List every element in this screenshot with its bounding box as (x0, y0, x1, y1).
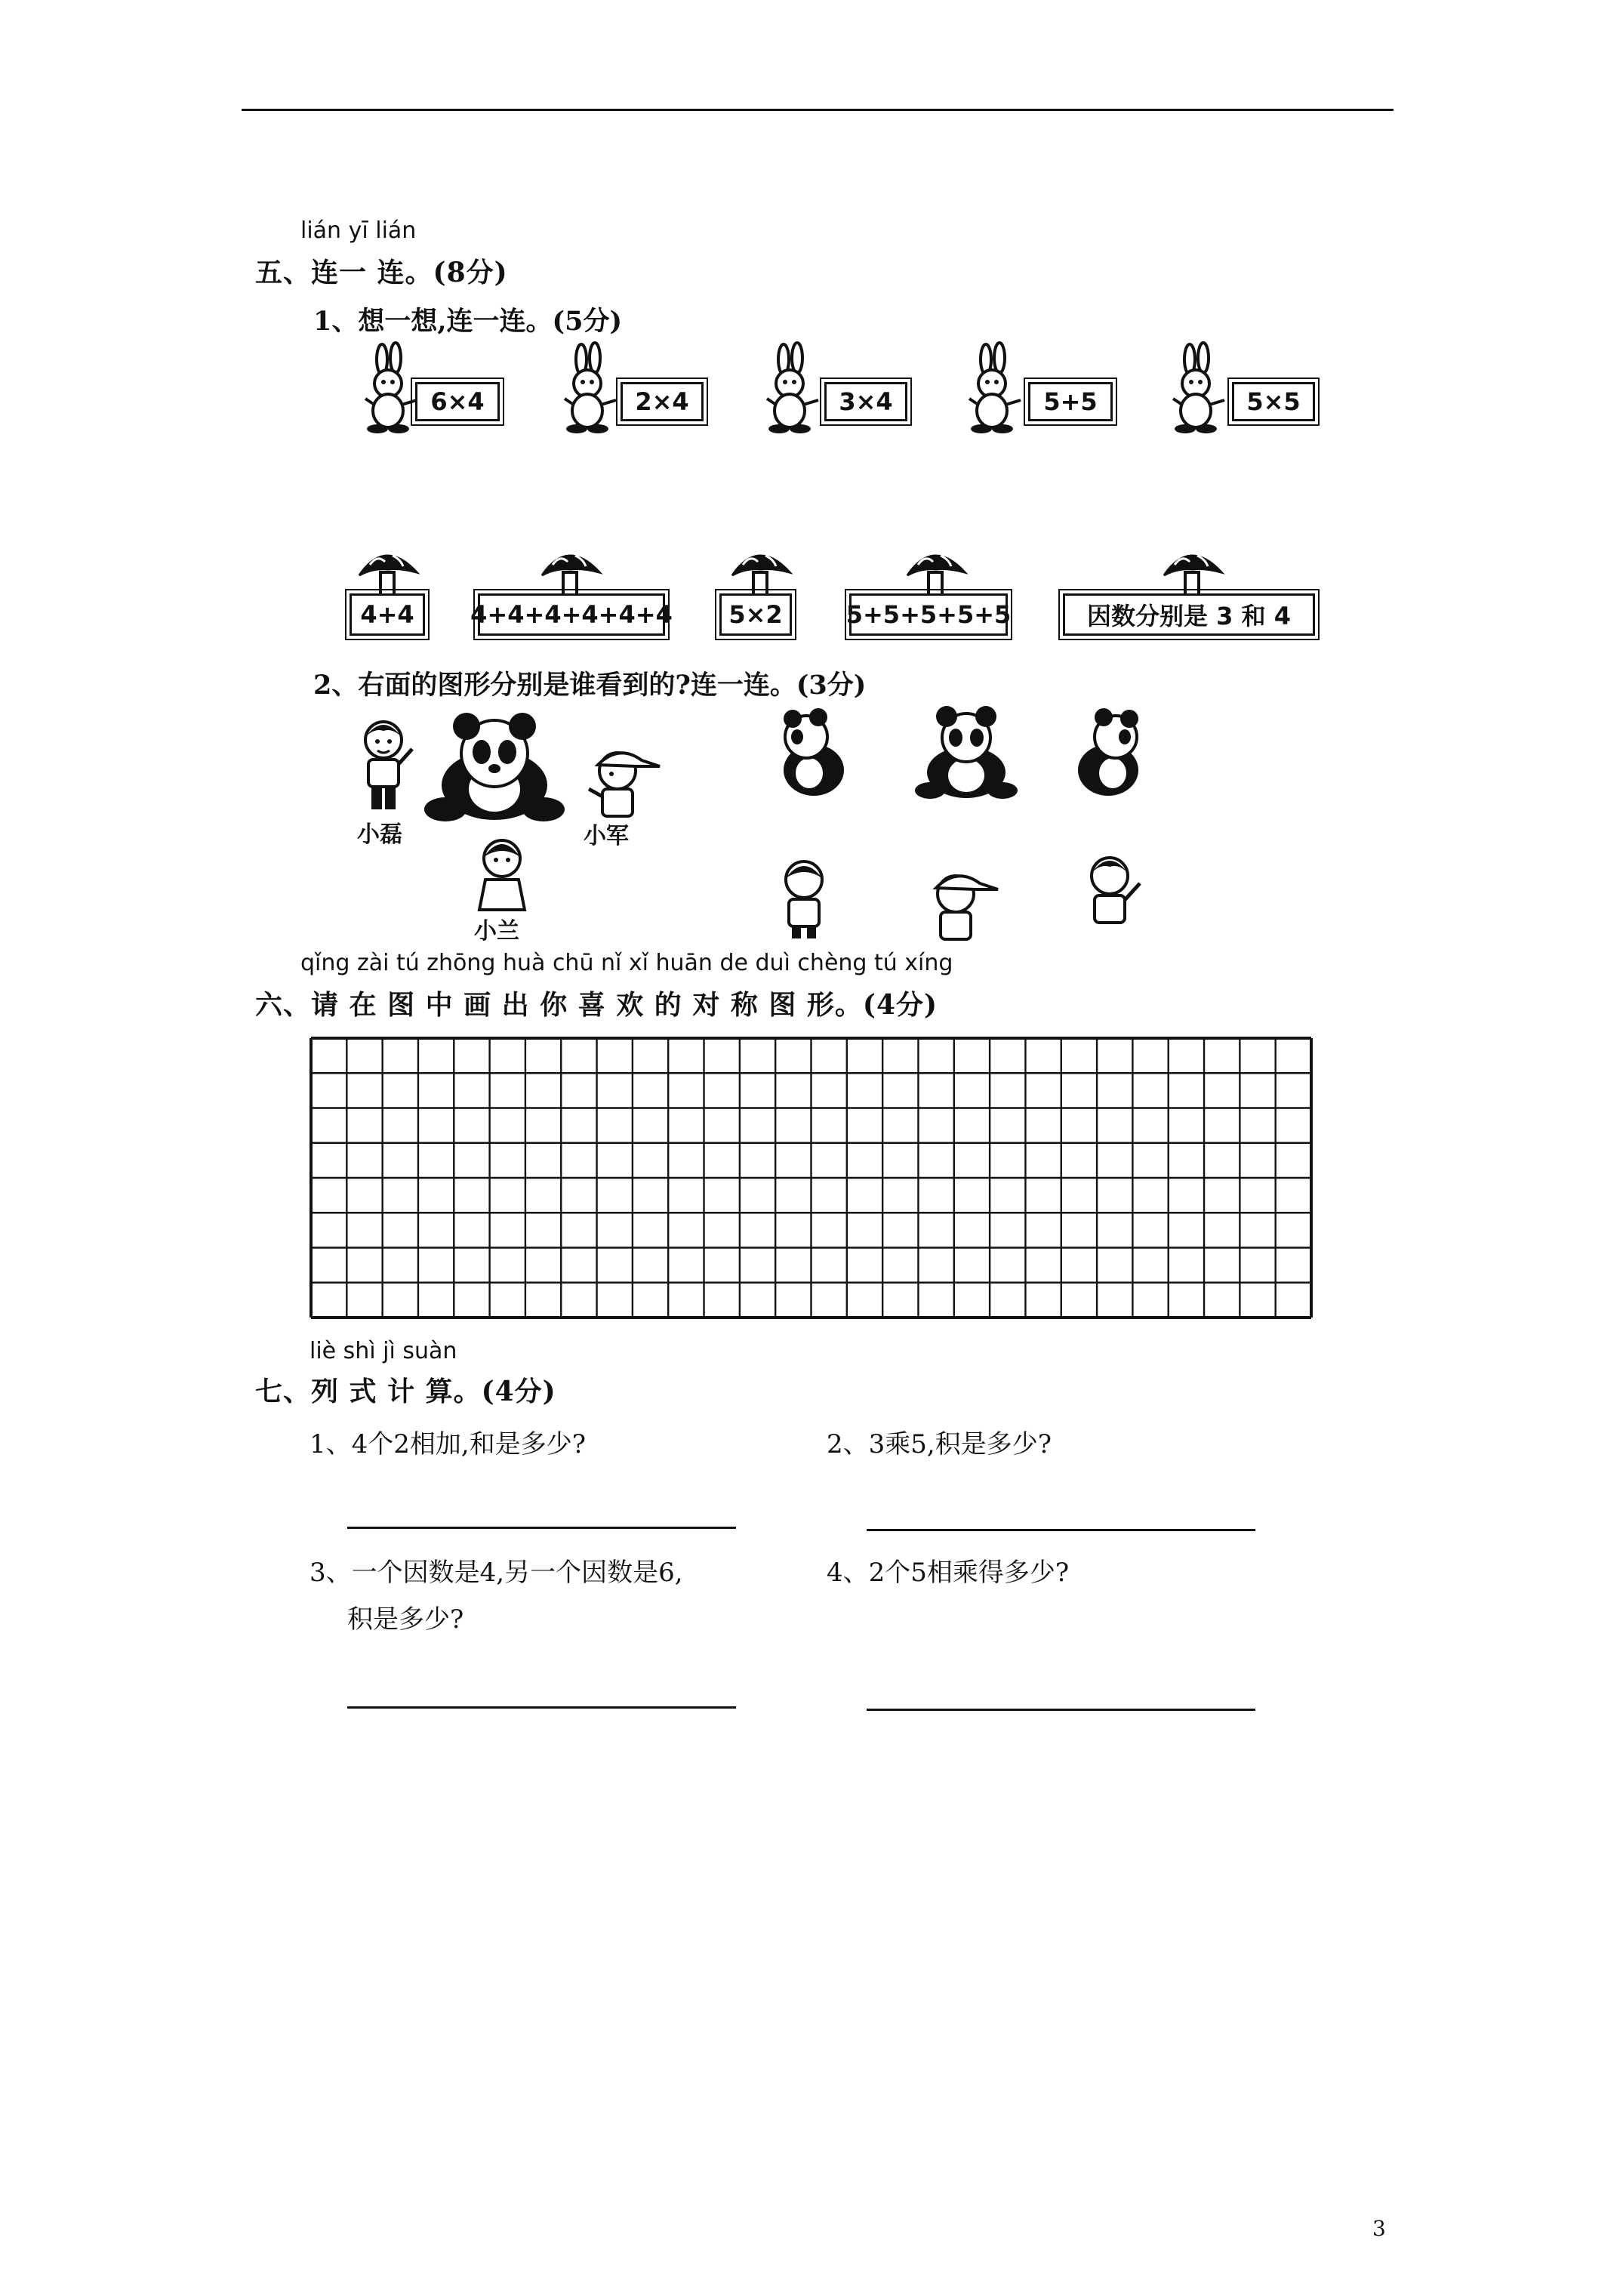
rabbit-icon[interactable] (755, 346, 824, 436)
name-xiaolei: 小磊 (357, 821, 402, 848)
child-figure-3[interactable] (1079, 853, 1147, 944)
rabbit-icon[interactable] (353, 346, 423, 436)
mushroom-expression-box[interactable]: 5+5+5+5+5 (849, 593, 1008, 636)
question-4: 4、2个5相乘得多少? (827, 1558, 1070, 1588)
question-2: 2、3乘5,积是多少? (827, 1429, 1052, 1459)
answer-line-4[interactable] (867, 1709, 1255, 1711)
mushroom-expression-box[interactable]: 4+4 (350, 593, 425, 636)
rabbit-expression-box[interactable]: 5+5 (1028, 382, 1113, 421)
child-figure-2[interactable] (919, 867, 1002, 942)
mushroom-icon[interactable] (903, 542, 969, 596)
mushroom-expression-box[interactable]: 4+4+4+4+4+4 (478, 593, 665, 636)
panda-side-view-right[interactable] (1070, 710, 1146, 800)
rabbit-expression-box[interactable]: 6×4 (415, 382, 500, 421)
name-xiaojun: 小军 (584, 823, 629, 849)
mushroom-icon[interactable] (728, 542, 794, 596)
mushroom-icon[interactable] (355, 542, 421, 596)
rabbit-icon[interactable] (957, 346, 1027, 436)
answer-line-3[interactable] (347, 1706, 736, 1709)
child-figure-1[interactable] (774, 857, 834, 940)
section5-pinyin: lián yī lián (300, 217, 417, 244)
girl-xiaolan-figure[interactable] (472, 834, 532, 917)
header-rule (242, 109, 1394, 111)
question-3-line2: 积是多少? (347, 1604, 464, 1635)
section7-heading: 七、列 式 计 算。(4分) (255, 1376, 556, 1407)
section7-pinyin: liè shì jì suàn (310, 1338, 457, 1364)
question-1: 1、4个2相加,和是多少? (310, 1429, 586, 1459)
rabbit-expression-box[interactable]: 2×4 (621, 382, 704, 421)
rabbit-icon[interactable] (1161, 346, 1230, 436)
q1-title: 1、想一想,连一连。(5分) (313, 306, 623, 337)
page-number: 3 (1372, 2216, 1386, 2241)
section5-heading: 五、连一 连。(8分) (255, 257, 508, 288)
rabbit-icon[interactable] (553, 346, 622, 436)
section6-heading: 六、请 在 图 中 画 出 你 喜 欢 的 对 称 图 形。(4分) (255, 989, 938, 1021)
panda-center-figure[interactable] (423, 710, 566, 823)
rabbit-expression-box[interactable]: 5×5 (1232, 382, 1315, 421)
answer-line-2[interactable] (867, 1529, 1255, 1531)
boy-xiaolei-figure[interactable] (355, 717, 415, 815)
q2-title: 2、右面的图形分别是谁看到的?连一连。(3分) (313, 670, 867, 701)
question-3-line1: 3、一个因数是4,另一个因数是6, (310, 1558, 683, 1588)
panda-side-view-left[interactable] (776, 710, 852, 800)
name-xiaolan: 小兰 (474, 918, 519, 945)
drawing-grid[interactable] (311, 1038, 1311, 1318)
mushroom-expression-box[interactable]: 因数分别是 3 和 4 (1063, 593, 1315, 636)
rabbit-expression-box[interactable]: 3×4 (824, 382, 907, 421)
mushroom-icon[interactable] (537, 542, 604, 596)
answer-line-1[interactable] (347, 1527, 736, 1529)
section6-pinyin: qǐng zài tú zhōng huà chū nǐ xǐ huān de duì chèng tú xíng (300, 950, 953, 976)
boy-xiaojun-figure[interactable] (581, 744, 664, 819)
panda-front-view[interactable] (913, 706, 1019, 800)
mushroom-expression-box[interactable]: 5×2 (719, 593, 792, 636)
mushroom-icon[interactable] (1160, 542, 1226, 596)
